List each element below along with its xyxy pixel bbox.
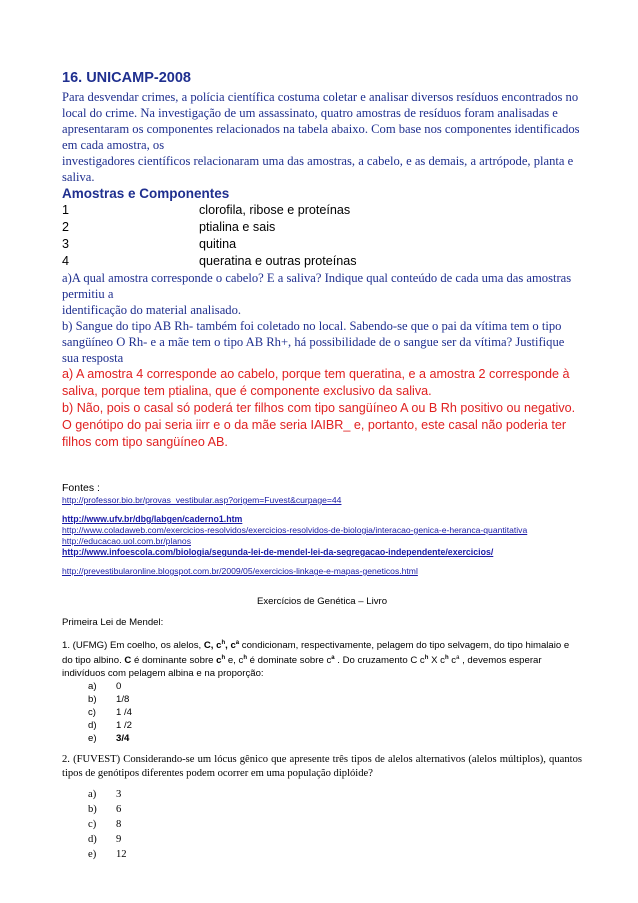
document-page [62,70,582,862]
question-paragraph-2: investigadores científicos relacionaram uma das amostras, a cabelo, e as demais, a artrópode, planta e saliva. [62,154,574,184]
question-2-options [62,787,582,862]
source-link[interactable]: http://www.coladaweb.com/exercicios-resolvidos/exercicios-resolvidos-de-biologia/interacao-genica-e-heranca-quantitativa [62,525,528,535]
question-title [62,70,582,86]
sources-label: Fontes : [62,482,100,494]
source-link[interactable]: http://prevestibularonline.blogspot.com.br/2009/05/exercicios-linkage-e-mapas-geneticos.html [62,566,418,576]
table-row: 2 ptialina e sais [62,220,276,234]
question-number: 16. [62,70,83,86]
sources-section [62,481,582,577]
list-item: b) 6 [88,804,122,816]
answer-b: b) Não, pois o casal só poderá ter filhos com tipo sangüíneo A ou B Rh positivo ou negativo. O genótipo do pai seria iirr e o da mãe seria IAIBR_ e, portanto, este casal não poderia ter filhos com tipo sangüíneo AB. [62,401,576,449]
answer-a: a) A amostra 4 corresponde ao cabelo, porque tem queratina, e a amostra 2 corresponde à saliva, porque tem ptialina, que é componente exclusivo da saliva. [62,367,570,398]
list-item: c) 1 /4 [88,707,133,719]
table-row: 1 clorofila, ribose e proteínas [62,203,351,217]
source-link[interactable]: http://www.ufv.br/dbg/labgen/caderno1.htm [62,514,243,524]
samples-table [62,202,582,270]
source-link[interactable]: http://educacao.uol.com.br/planos [62,536,191,546]
list-item: a) 3 [88,789,122,801]
list-item: d) 1 /2 [88,720,133,732]
table-heading: Amostras e Componentes [62,186,230,201]
list-item: d) 9 [88,834,122,846]
table-row: 3 quitina [62,237,237,251]
question-paragraph-1: Para desvendar crimes, a polícia científica costuma coletar e analisar diversos resíduos encontrados no local do crime. Na investigação de um assassinato, quatro amostras de resíduos foram analisadas e apresentaram os componentes relacionados na tabela abaixo. Com base nos componentes identificados em cada amostra, os [62,90,580,152]
question-1: 1. (UFMG) Em coelho, os alelos, C, $c^h$, $c^a$ condicionam, respectivamente, pelagem do tipo selvagem, do tipo himalaio e do tipo albino. C é dominante sobre $c^h$ e, $c^h$ é dominate sobre $c^a$ . Do cruzamento C $c^h$ X $c^h$ $c^a$ , devemos esperar indivíduos com pelagem albina e na proporção: [62,640,570,680]
list-item: e) 3/4 [88,733,130,745]
book-title: Exercícios de Genética – Livro [256,596,388,607]
list-item: b) 1/8 [88,694,130,706]
list-item: e) 12 [88,849,127,861]
source-link[interactable]: http://www.infoescola.com/biologia/segunda-lei-de-mendel-lei-da-segregacao-independente/exercicios/ [62,547,494,557]
table-row: 4 queratina e outras proteínas [62,254,357,268]
question-part-b: b) Sangue do tipo AB Rh- também foi coletado no local. Sabendo-se que o pai da vítima tem o tipo sangüíneo O Rh- e a mãe tem o tipo AB Rh+, há possibilidade de o sangue ser da vítima? Justifique sua resposta [62,319,565,365]
list-item: a) 0 [88,681,122,693]
question-2: 2. (FUVEST) Considerando-se um lócus gênico que apresente três tipos de alelos alternativos (alelos múltiplos), quantos tipos de genótipos diferentes podem ocorrer em uma população diplóide? [62,754,582,780]
question-part-a-cont: identificação do material analisado. [62,303,242,317]
section-title: Primeira Lei de Mendel: [62,617,164,628]
source-link[interactable]: http://professor.bio.br/provas_vestibular.asp?origem=Fuvest&curpage=44 [62,495,342,505]
list-item: c) 8 [88,819,122,831]
question-1-options [62,680,582,745]
question-part-a: a)A qual amostra corresponde o cabelo? E a saliva? Indique qual conteúdo de cada uma das amostras permitiu a [62,271,572,301]
question-source: UNICAMP-2008 [86,70,191,86]
